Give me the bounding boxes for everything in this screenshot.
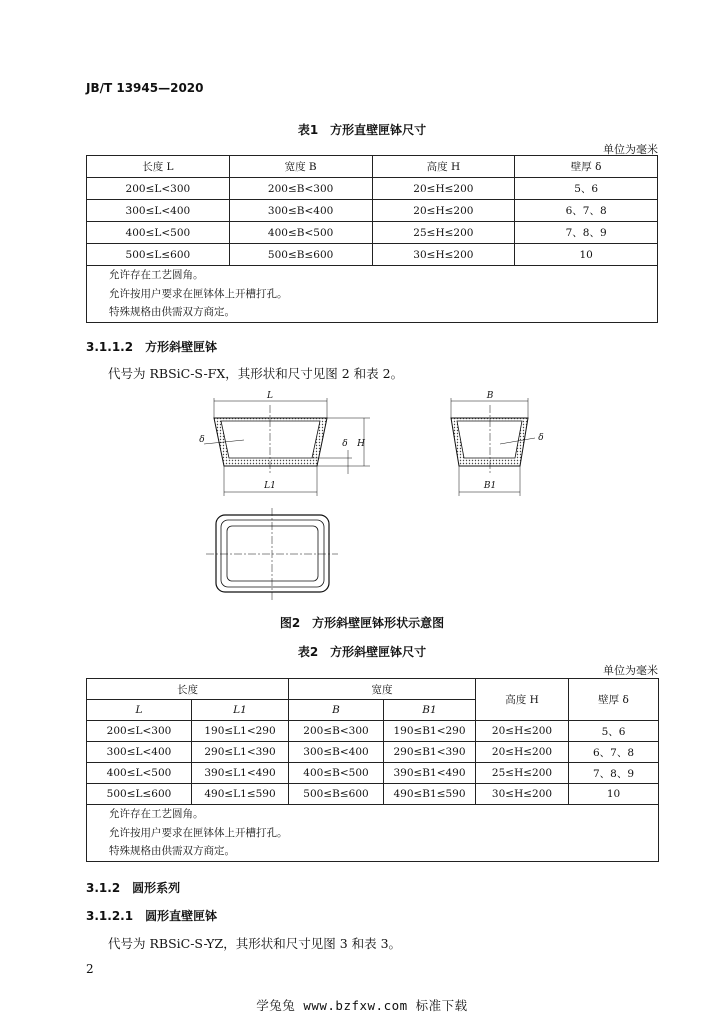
- table-cell: 25≤H≤200: [372, 222, 515, 244]
- table2-subheader-B1: B1: [384, 700, 476, 721]
- table-row: [87, 721, 659, 742]
- table2-subheader-L: L: [87, 700, 192, 721]
- section-3112-heading: 3.1.1.2 方形斜壁匣钵: [86, 340, 218, 354]
- table-cell: 7、8、9: [569, 763, 659, 784]
- table2-caption: 表2 方形斜壁匣钵尺寸: [297, 645, 427, 659]
- page-number: 2: [86, 962, 94, 976]
- table-cell: 10: [515, 244, 658, 266]
- label-delta-side: δ: [199, 435, 205, 445]
- label-H: H: [357, 439, 365, 449]
- table-row: [87, 244, 658, 266]
- table-cell: 390≤B1<490: [384, 763, 476, 784]
- table2-header-height: 高度 H: [476, 679, 569, 721]
- standard-code: JB/T 13945—2020: [86, 81, 204, 95]
- table2-subheader-B: B: [289, 700, 384, 721]
- table-cell: 20≤H≤200: [476, 721, 569, 742]
- table-cell: 300≤B<400: [229, 200, 372, 222]
- note-line: 允许存在工艺圆角。: [109, 269, 204, 281]
- table-cell: 490≤B1≤590: [384, 784, 476, 805]
- table1-header-cell: 高度 H: [372, 156, 515, 178]
- table2: [86, 678, 659, 862]
- table-cell: 5、6: [515, 178, 658, 200]
- table-cell: 200≤L<300: [87, 721, 192, 742]
- table-cell: 6、7、8: [569, 742, 659, 763]
- table2-notes: [87, 805, 659, 862]
- table1-header-cell: 壁厚 δ: [515, 156, 658, 178]
- table-cell: 5、6: [569, 721, 659, 742]
- note-line: 允许按用户要求在匣钵体上开槽打孔。: [109, 287, 288, 300]
- front-view: [199, 391, 370, 496]
- label-B: B: [486, 391, 494, 401]
- table1-header-row: [87, 156, 658, 178]
- figure2-diagram: [0, 385, 724, 605]
- table-row: [87, 763, 659, 784]
- table-cell: 390≤L1<490: [192, 763, 289, 784]
- table2-unit: 单位为毫米: [603, 664, 658, 677]
- table-cell: 500≤B≤600: [289, 784, 384, 805]
- table-cell: 20≤H≤200: [372, 200, 515, 222]
- table2-notes-row: [87, 805, 659, 862]
- section-3112-text: 代号为 RBSiC-S-FX，其形状和尺寸见图 2 和表 2。: [108, 366, 404, 381]
- table2-subheader-L1: L1: [192, 700, 289, 721]
- table-cell: 200≤B<300: [289, 721, 384, 742]
- table-cell: 200≤B<300: [229, 178, 372, 200]
- side-view-inner-wall: [457, 421, 522, 458]
- table-cell: 490≤L1≤590: [192, 784, 289, 805]
- footer-watermark: 学兔兔 www.bzfxw.com 标准下载: [256, 998, 468, 1013]
- note-line: 允许存在工艺圆角。: [109, 808, 204, 820]
- table-cell: 290≤B1<390: [384, 742, 476, 763]
- section-3121-text: 代号为 RBSiC-S-YZ，其形状和尺寸见图 3 和表 3。: [108, 936, 402, 951]
- table-row: [87, 200, 658, 222]
- table-cell: 400≤L<500: [87, 763, 192, 784]
- table-row: [87, 222, 658, 244]
- label-B1: B1: [483, 481, 497, 491]
- top-view: [206, 508, 338, 600]
- table-cell: 400≤B<500: [289, 763, 384, 784]
- label-delta: δ: [538, 433, 544, 443]
- table-cell: 400≤L<500: [87, 222, 230, 244]
- table1-notes-row: [87, 266, 658, 323]
- table-cell: 500≤L≤600: [87, 244, 230, 266]
- section-3121-heading: 3.1.2.1 圆形直壁匣钵: [86, 909, 218, 923]
- side-view: [451, 391, 544, 496]
- table2-group-header-row: [87, 679, 659, 700]
- table-cell: 25≤H≤200: [476, 763, 569, 784]
- table1-unit: 单位为毫米: [603, 143, 658, 156]
- table1: [86, 155, 658, 323]
- section-312-heading: 3.1.2 圆形系列: [86, 881, 181, 895]
- label-L: L: [267, 391, 273, 401]
- table-cell: 290≤L1<390: [192, 742, 289, 763]
- table-cell: 30≤H≤200: [476, 784, 569, 805]
- table1-header-cell: 宽度 B: [229, 156, 372, 178]
- table-cell: 190≤B1<290: [384, 721, 476, 742]
- table1-caption: 表1 方形直壁匣钵尺寸: [297, 123, 427, 137]
- note-line: 特殊规格由供需双方商定。: [109, 306, 235, 318]
- table-cell: 300≤L<400: [87, 200, 230, 222]
- note-line: 允许按用户要求在匣钵体上开槽打孔。: [109, 826, 288, 839]
- table-cell: 30≤H≤200: [372, 244, 515, 266]
- table-row: [87, 742, 659, 763]
- table-cell: 500≤L≤600: [87, 784, 192, 805]
- label-delta-bottom: δ: [342, 439, 348, 449]
- front-view-inner-wall: [221, 421, 320, 458]
- table-cell: 20≤H≤200: [372, 178, 515, 200]
- table2-header-width: 宽度: [289, 679, 476, 700]
- table-cell: 500≤B≤600: [229, 244, 372, 266]
- table2-header-thickness: 壁厚 δ: [569, 679, 659, 721]
- table-row: [87, 784, 659, 805]
- table-row: [87, 178, 658, 200]
- table-cell: 20≤H≤200: [476, 742, 569, 763]
- label-L1: L1: [264, 481, 276, 491]
- table1-notes: [87, 266, 658, 323]
- top-view-bottom: [227, 526, 318, 581]
- table-cell: 200≤L<300: [87, 178, 230, 200]
- table1-header-cell: 长度 L: [87, 156, 230, 178]
- table-cell: 300≤L<400: [87, 742, 192, 763]
- table-cell: 7、8、9: [515, 222, 658, 244]
- note-line: 特殊规格由供需双方商定。: [109, 845, 235, 857]
- table-cell: 10: [569, 784, 659, 805]
- table-cell: 6、7、8: [515, 200, 658, 222]
- table-cell: 190≤L1<290: [192, 721, 289, 742]
- figure2-caption: 图2 方形斜壁匣钵形状示意图: [279, 616, 445, 630]
- table-cell: 400≤B<500: [229, 222, 372, 244]
- table2-header-length: 长度: [87, 679, 289, 700]
- table-cell: 300≤B<400: [289, 742, 384, 763]
